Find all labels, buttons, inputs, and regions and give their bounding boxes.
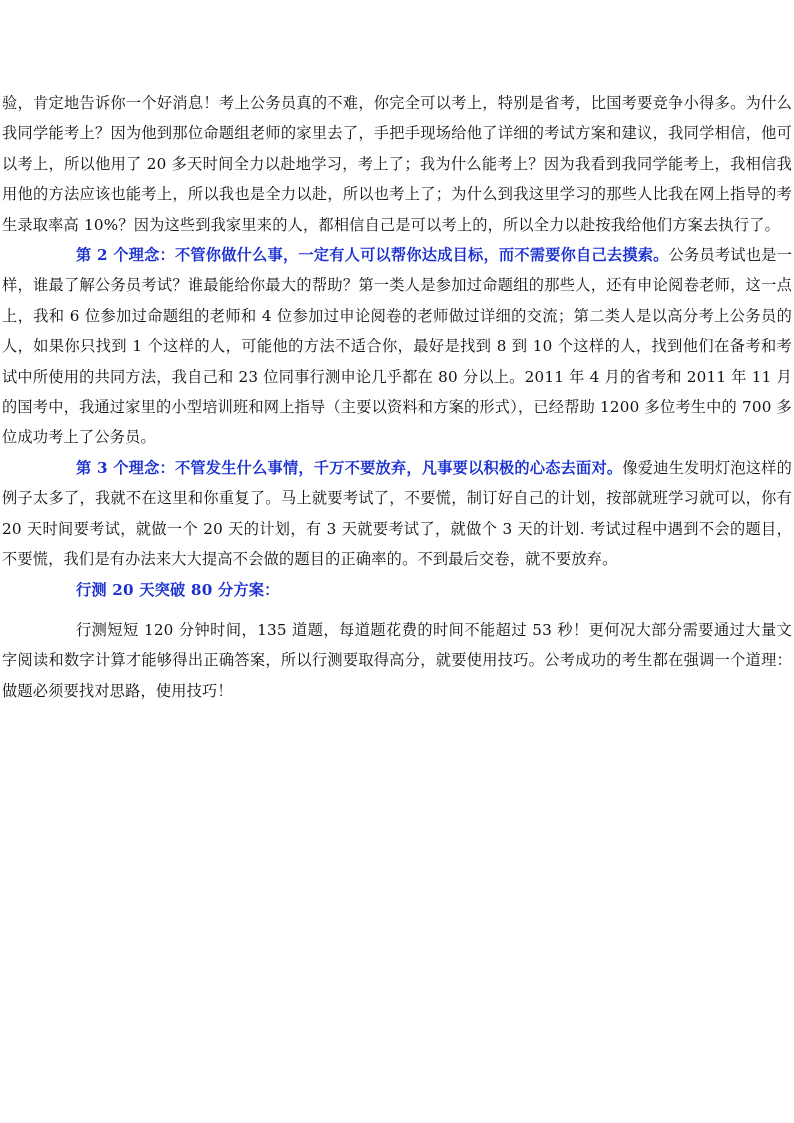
paragraph-text: 验，肯定地告诉你一个好消息！考上公务员真的不难，你完全可以考上，特别是省考，比国考要竞争小得多。为什么我同学能考上？因为他到那位命题组老师的家里去了，手把手现场给他了详细的考试方案和建议，我同学相信，他可以考上，所以他用了 20 多天时间全力以赴地学习，考上了；我为什么能考上？因为我看到我同学能考上，我相信我用他的方法应该也能考上，所以我也是全力以赴，所以也考上了；为什么到我这里学习的那些人比我在网上指导的考生录取率高 10%？因为这些到我家里来的人，都相信自己是可以考上的，所以全力以赴按我给他们方案去执行了。 xyxy=(2,94,792,234)
spacer xyxy=(2,605,792,615)
paragraph-concept-3 xyxy=(2,453,792,575)
section-heading-xingce xyxy=(2,575,792,605)
xingce-body-text: 行测短短 120 分钟时间，135 道题，每道题花费的时间不能超过 53 秒！更何况大部分需要通过大量文字阅读和数字计算才能够得出正确答案，所以行测要取得高分，就要使用技巧。公考成功的考生都在强调一个道理：做题必须要找对思路，使用技巧！ xyxy=(2,620,792,700)
paragraph-concept-2 xyxy=(2,240,792,453)
concept-2-heading: 第 2 个理念：不管你做什么事，一定有人可以帮你达成目标，而不需要你自己去摸索。 xyxy=(76,246,669,265)
concept-3-heading: 第 3 个理念：不管发生什么事情，千万不要放弃，凡事要以积极的心态去面对。 xyxy=(76,458,623,477)
concept-3-body: 像爱迪生发明灯泡这样的例子太多了，我就不在这里和你重复了。马上就要考试了，不要慌，制订好自己的计划，按部就班学习就可以，你有 20 天时间要考试，就做一个 20 天的计划，有 3 天就要考试了，就做个 3 天的计划. 考试过程中遇到不会的题目，不要慌，我们是有办法来大大提高不会做的题目的正确率的。不到最后交卷，就不要放弃。 xyxy=(2,458,793,569)
concept-2-body: 公务员考试也是一样，谁最了解公务员考试？谁最能给你最大的帮助？第一类人是参加过命题组的那些人，还有申论阅卷老师，这一点上，我和 6 位参加过命题组的老师和 4 位参加过申论阅卷的老师做过详细的交流；第二类人是以高分考上公务员的人，如果你只找到 1 个这样的人，可能他的方法不适合你，最好是找到 8 到 10 个这样的人，找到他们在备考和考试中所使用的共同方法，我自己和 23 位同事行测申论几乎都在 80 分以上。2011 年 4 月的省考和 2011 年 11 月的国考中，我通过家里的小型培训班和网上指导（主要以资料和方案的形式），已经帮助 1200 多位考生中的 700 多位成功考上了公务员。 xyxy=(2,246,792,447)
paragraph-continuation xyxy=(2,88,792,240)
document-page xyxy=(0,88,794,706)
paragraph-xingce-body xyxy=(2,615,792,706)
section-heading-text: 行测 20 天突破 80 分方案： xyxy=(76,580,280,599)
